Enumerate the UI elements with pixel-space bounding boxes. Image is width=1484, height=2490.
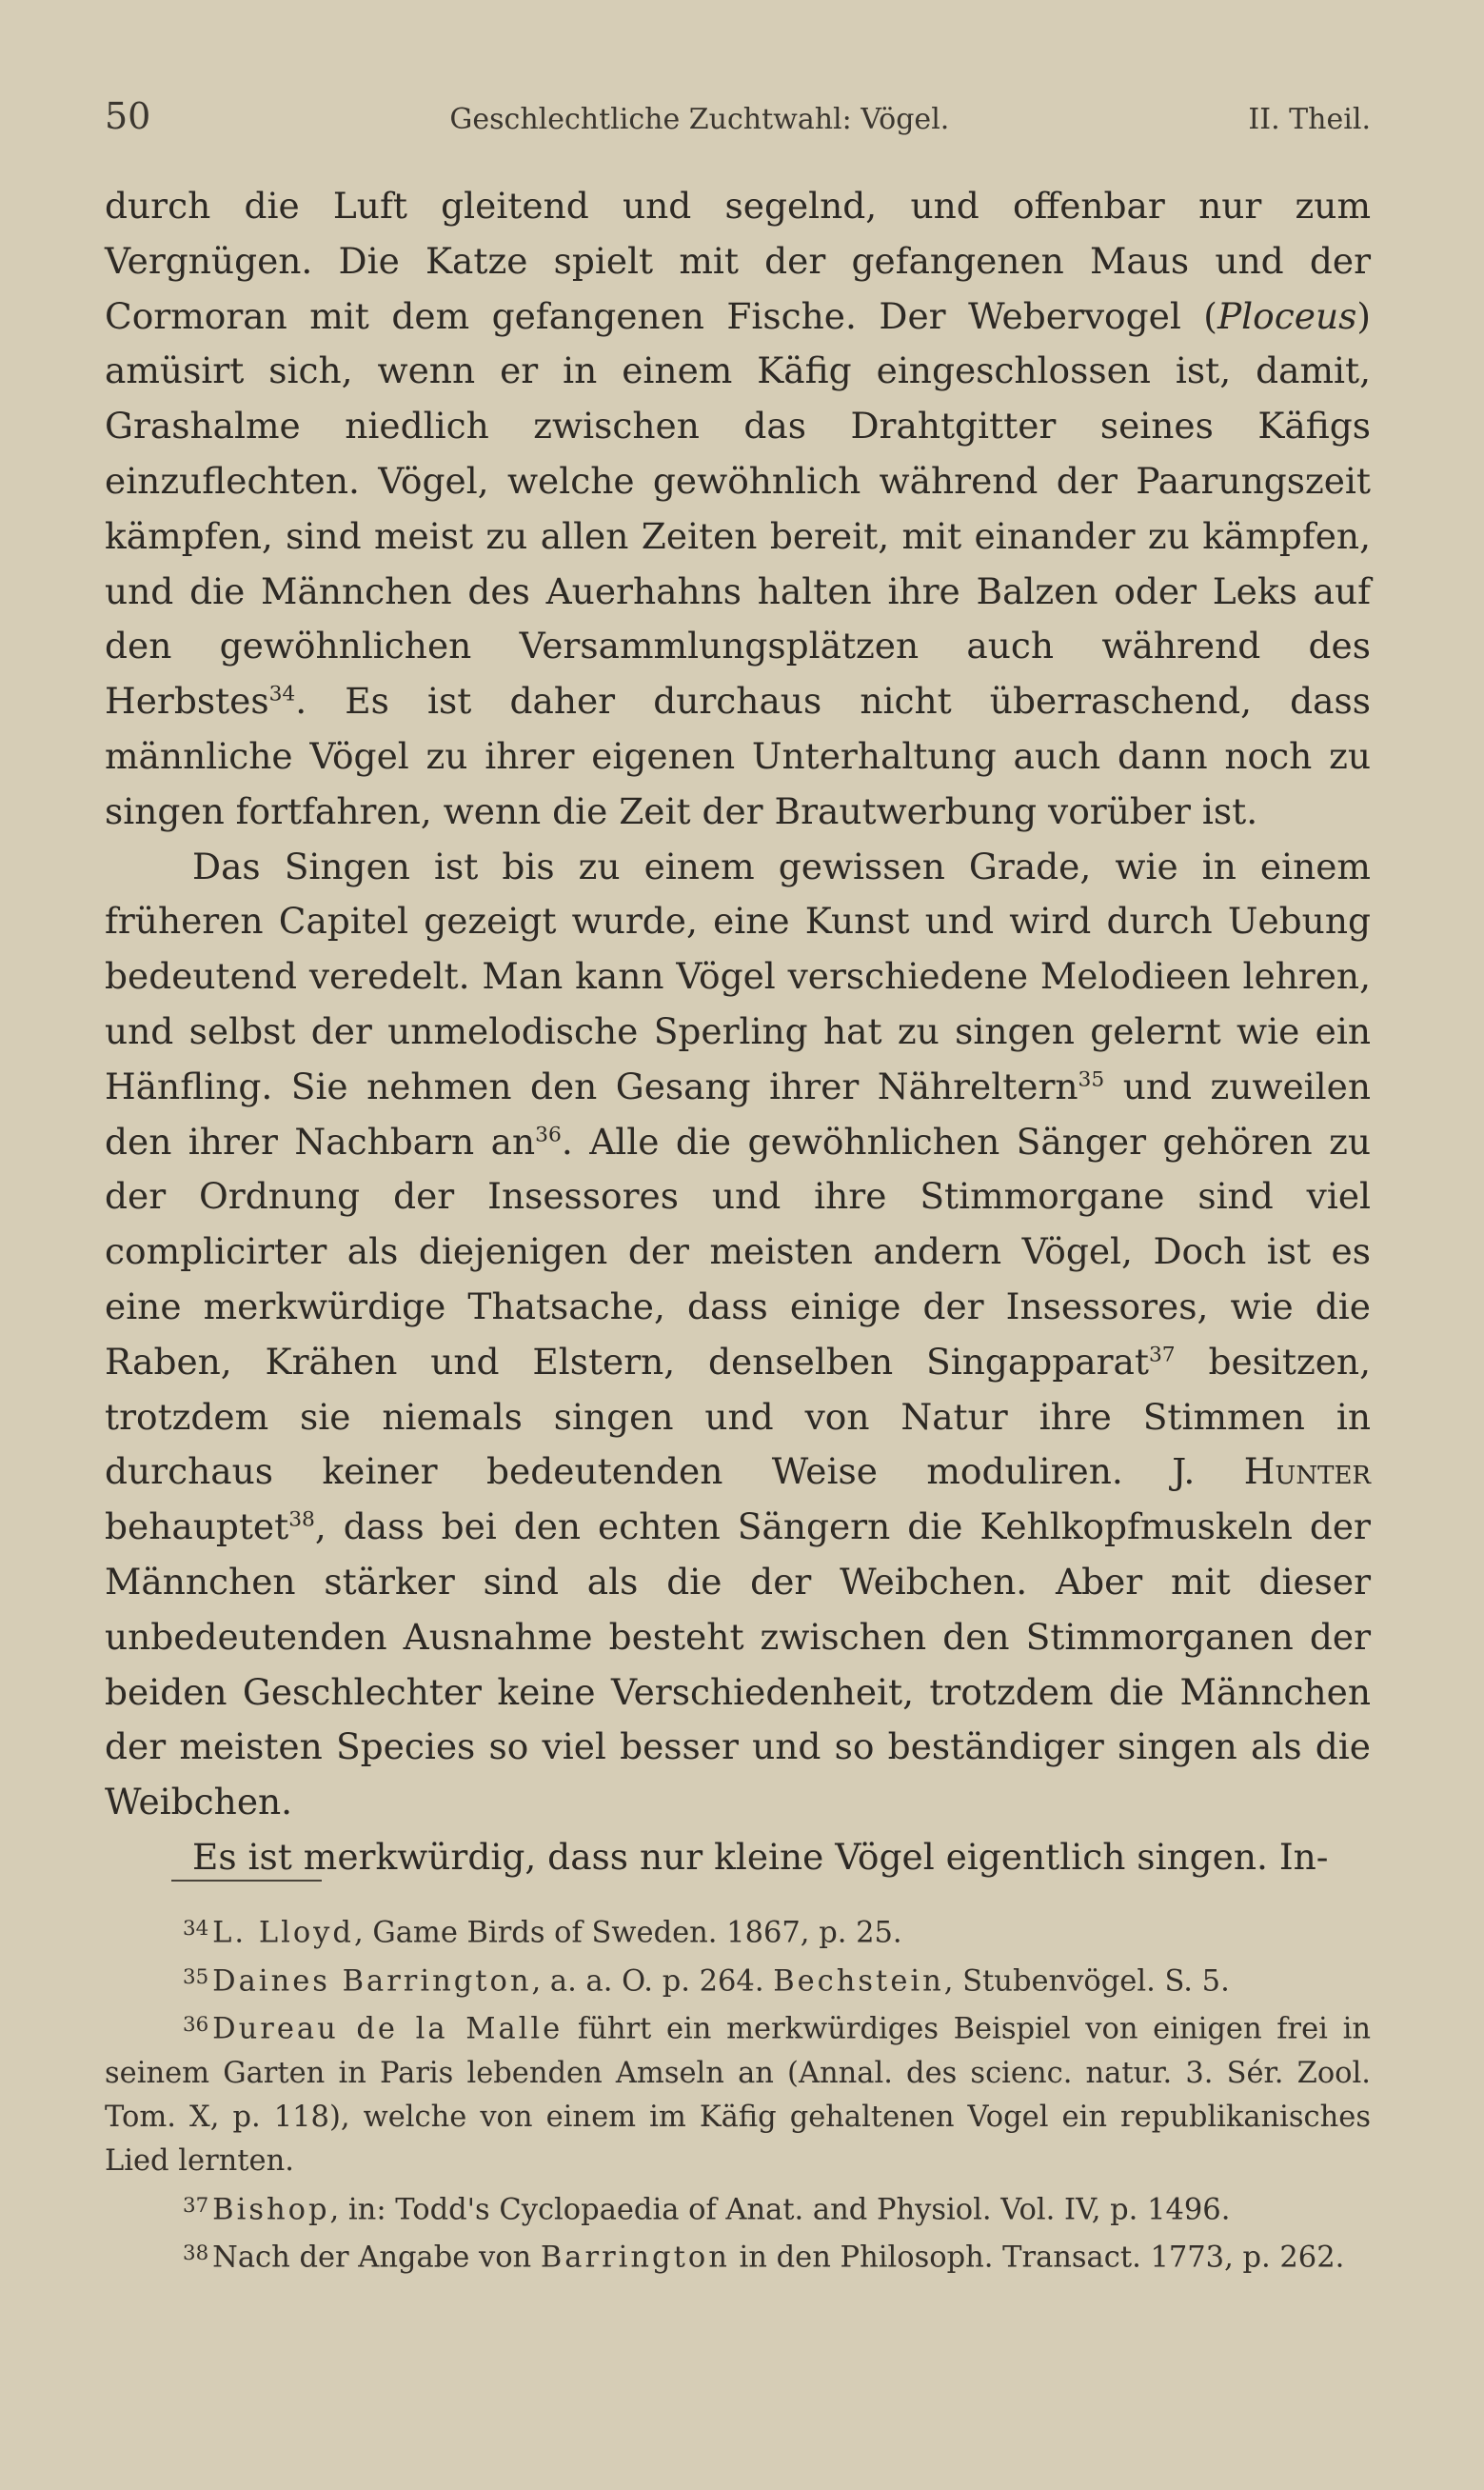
cited-author: Bechstein	[773, 1964, 944, 1999]
footnote-number: 35	[183, 1964, 209, 1989]
cited-author: Dureau de la Malle	[212, 2012, 564, 2046]
part-label: II. Theil.	[1248, 103, 1371, 136]
main-text	[105, 179, 1371, 1885]
footnote-37	[105, 2184, 1371, 2233]
footnote-ref-34[interactable]: 34	[268, 682, 296, 707]
cited-author: L. Lloyd	[212, 1916, 354, 1950]
paragraph-1	[105, 179, 1371, 840]
text-run: . Alle die gewöhnlichen Sänger gehören zu der Ordnung der Insessores und ihre Stimmorgane sind viel complicirter als diejenigen der meisten andern Vögel, Doch ist es eine merkwürdige Thatsache, dass einige der Insessores, wie die Raben, Krähen und Elstern, denselben Singapparat	[105, 1120, 1371, 1383]
text-run: . Es ist daher durchaus nicht überraschend, dass männliche Vögel zu ihrer eigenen Unterhaltung auch dann noch zu singen fortfahren, wenn die Zeit der Brautwerbung vorüber ist.	[105, 680, 1371, 832]
footnote-text: , a. a. O. p. 264.	[531, 1964, 774, 1999]
footnote-ref-37[interactable]: 37	[1148, 1343, 1176, 1367]
footnote-36	[105, 2003, 1371, 2183]
footnote-number: 38	[183, 2241, 209, 2266]
author-name: Hunter	[1243, 1450, 1371, 1493]
cited-author: Barrington	[540, 2241, 730, 2275]
footnote-text: , Game Birds of Sweden. 1867, p. 25.	[353, 1916, 902, 1950]
text-run: Das Singen ist bis zu einem gewissen Grade, wie in einem früheren Capitel gezeigt wurde, eine Kunst und wird durch Uebung bedeutend veredelt. Man kann Vögel verschiedene Melodieen lehren, und selbst der unmelodische Sperling hat zu singen gelernt wie ein Hänfling. Sie nehmen den Gesang ihrer Nähreltern	[105, 845, 1371, 1107]
footnote-text: , in: Todd's Cyclopaedia of Anat. and Physiol. Vol. IV, p. 1496.	[329, 2193, 1231, 2227]
footnote-number: 34	[183, 1917, 209, 1941]
footnote-text: in den Philosoph. Transact. 1773, p. 262.	[729, 2241, 1345, 2275]
footnote-34	[105, 1907, 1371, 1956]
footnote-text: Nach der Angabe von	[212, 2241, 541, 2275]
footnote-text: , Stubenvögel. S. 5.	[943, 1964, 1230, 1999]
running-header	[105, 95, 1371, 137]
text-run: , dass bei den echten Sängern die Kehlkopfmuskeln der Männchen stärker sind als die der Weibchen. Aber mit dieser unbedeutenden Ausnahme besteht zwischen den Stimmorganen der beiden Geschlechter keine Verschiedenheit, trotzdem die Männchen der meisten Species so viel besser und so beständiger singen als die Weibchen.	[105, 1505, 1371, 1823]
cited-author: Daines Barrington	[212, 1964, 532, 1999]
footnote-text: führt ein merkwürdiges Beispiel von einigen frei in seinem Garten in Paris lebenden Amseln an (Annal. des scienc. natur. 3. Sér. Zool. Tom. X, p. 118), welche von einem im Käfig gehaltenen Vogel ein republikanisches Lied lernten.	[105, 2012, 1372, 2179]
footnote-ref-35[interactable]: 35	[1078, 1067, 1105, 1092]
text-run: behauptet	[105, 1505, 289, 1548]
paragraph-2	[105, 840, 1371, 1830]
text-run: und zuweilen den ihrer Nachbarn an	[105, 1065, 1371, 1163]
footnote-38	[105, 2232, 1371, 2281]
genus-name: Ploceus	[1217, 294, 1357, 337]
running-title: Geschlechtliche Zuchtwahl: Vögel.	[449, 103, 950, 136]
footnote-35	[105, 1956, 1371, 2004]
text-run: ) amüsirt sich, wenn er in einem Käfig eingeschlossen ist, damit, Grashalme niedlich zwischen das Drahtgitter seines Käfigs einzuflechten. Vögel, welche gewöhnlich während der Paarungszeit kämpfen, sind meist zu allen Zeiten bereit, mit einander zu kämpfen, und die Männchen des Auerhahns halten ihre Balzen oder Leks auf den gewöhnlichen Versammlungsplätzen auch während des Herbstes	[105, 294, 1371, 723]
footnotes	[105, 1907, 1371, 2281]
paragraph-3: Es ist merkwürdig, dass nur kleine Vögel eigentlich singen. In-	[192, 1835, 1329, 1878]
page-number: 50	[105, 95, 151, 137]
footnote-ref-36[interactable]: 36	[535, 1123, 562, 1147]
footnote-ref-38[interactable]: 38	[288, 1507, 315, 1532]
text-run: besitzen, trotzdem sie niemals singen und von Natur ihre Stimmen in durchaus keiner bedeutenden Weise moduliren. J.	[105, 1340, 1372, 1493]
footnote-number: 36	[183, 2013, 209, 2038]
cited-author: Bishop	[212, 2193, 330, 2227]
footnote-number: 37	[183, 2193, 209, 2218]
footnote-divider	[171, 1880, 322, 1882]
text-run: durch die Luft gleitend und segelnd, und offenbar nur zum Vergnügen. Die Katze spielt mit der gefangenen Maus und der Cormoran mit dem gefangenen Fische. Der Webervogel (	[105, 185, 1371, 337]
